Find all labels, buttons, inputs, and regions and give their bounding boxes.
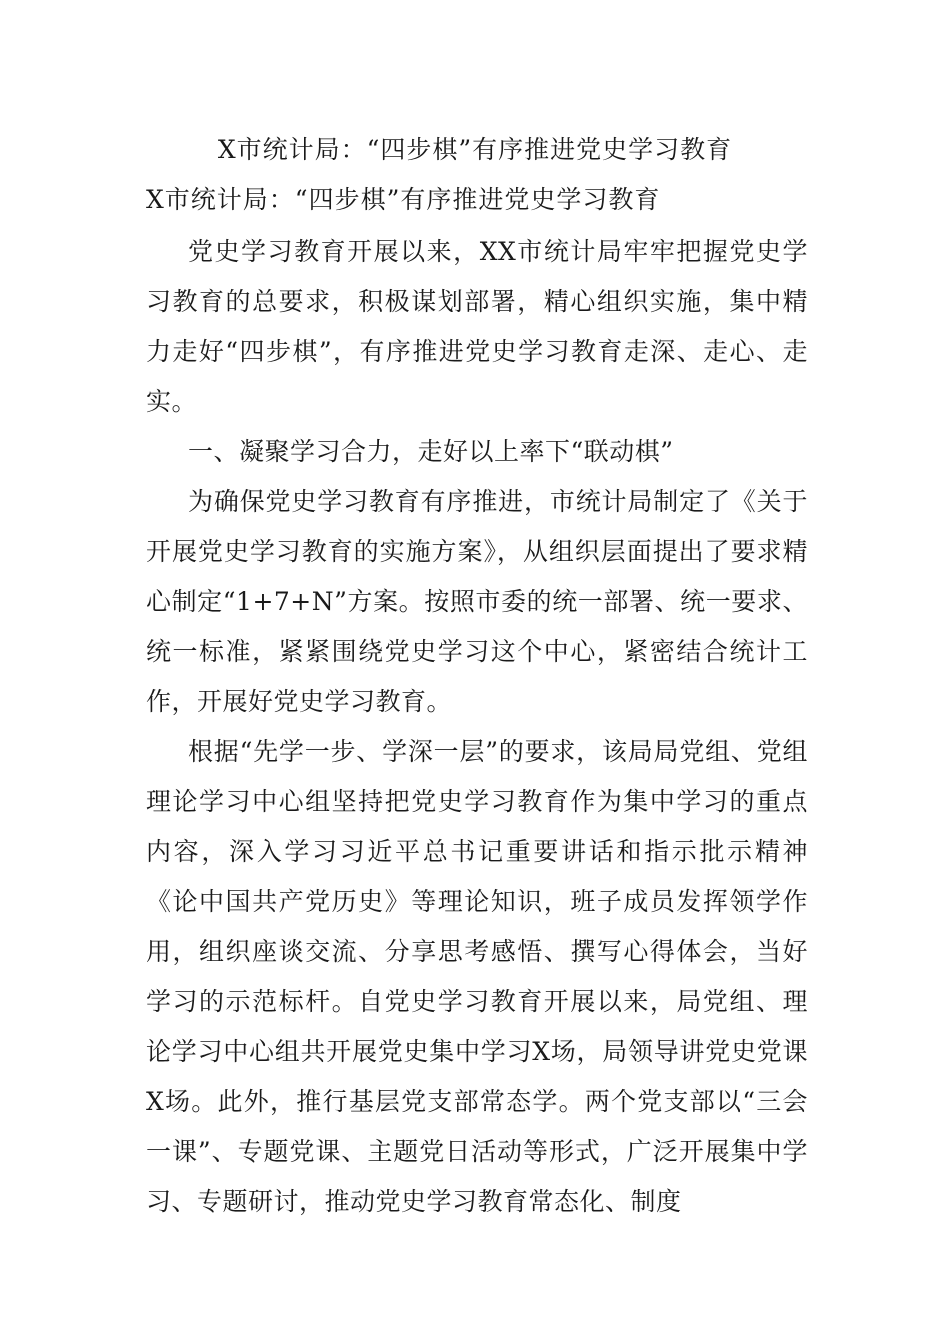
- paragraph-intro: 党史学习教育开展以来，XX市统计局牢牢把握党史学习教育的总要求，积极谋划部署，精心组织实施，集中精力走好“四步棋”，有序推进党史学习教育走深、走心、走实。: [146, 237, 808, 416]
- document-title: X市统计局：“四步棋”有序推进党史学习教育: [217, 135, 733, 164]
- document-subtitle: X市统计局：“四步棋”有序推进党史学习教育: [146, 185, 661, 214]
- paragraph-plan: 为确保党史学习教育有序推进，市统计局制定了《关于开展党史学习教育的实施方案》，从组织层面提出了要求精心制定“1+7+N”方案。按照市委的统一部署、统一要求、统一标准，紧紧围绕党史学习这个中心，紧密结合统计工作，开展好党史学习教育。: [146, 487, 808, 716]
- paragraph-study: 根据“先学一步、学深一层”的要求，该局局党组、党组理论学习中心组坚持把党史学习教育作为集中学习的重点内容，深入学习习近平总书记重要讲话和指示批示精神《论中国共产党历史》等理论知识，班子成员发挥领学作用，组织座谈交流、分享思考感悟、撰写心得体会，当好学习的示范标杆。自党史学习教育开展以来，局党组、理论学习中心组共开展党史集中学习X场，局领导讲党史党课X场。此外，推行基层党支部常态学。两个党支部以“三会一课”、专题党课、主题党日活动等形式，广泛开展集中学习、专题研讨，推动党史学习教育常态化、制度: [146, 737, 808, 1216]
- section-heading-1: 一、凝聚学习合力，走好以上率下“联动棋”: [188, 437, 674, 466]
- document-body: [146, 227, 808, 1227]
